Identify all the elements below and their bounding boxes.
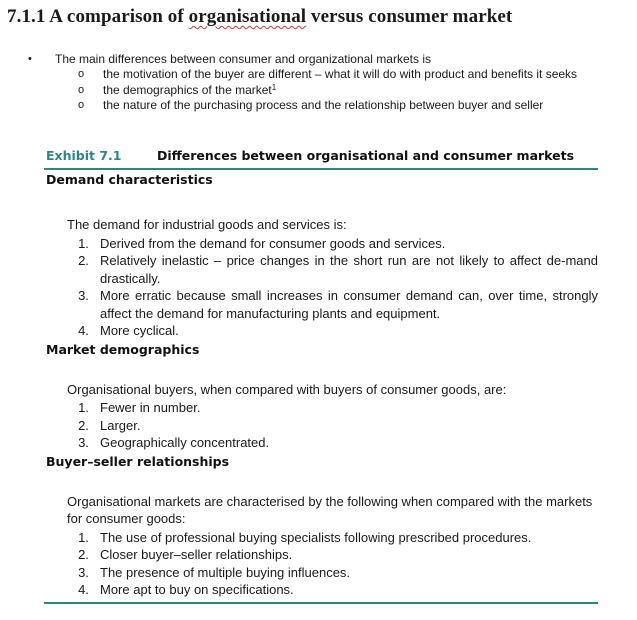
footnote-marker: 1 (271, 82, 277, 92)
list-item (67, 252, 598, 287)
circle-bullet-icon: o (78, 83, 85, 96)
item-text: More cyclical. (100, 323, 179, 338)
bullet-item (28, 51, 577, 67)
exhibit-title: Differences between organisational and consumer markets (157, 148, 575, 163)
item-number: 4. (78, 323, 89, 338)
numbered-list (67, 529, 598, 599)
sub-item (28, 67, 577, 83)
list-item (67, 399, 598, 417)
exhibit-section (44, 452, 598, 599)
item-text: Relatively inelastic – price changes in the short run are not likely to affect de-mand drastically. (100, 253, 598, 286)
exhibit-number: Exhibit 7.1 (46, 148, 122, 163)
item-number: 4. (78, 582, 89, 597)
list-item (67, 581, 598, 599)
item-number: 2. (78, 417, 89, 433)
section-intro: Organisational buyers, when compared with buyers of consumer goods, are: (67, 381, 507, 397)
section-body (67, 493, 598, 599)
heading-rest: versus consumer market (306, 6, 513, 27)
bullet-dot-icon: • (28, 53, 32, 65)
sub-item (28, 98, 577, 114)
section-body (67, 216, 598, 340)
numbered-list (67, 235, 598, 340)
item-text: Fewer in number. (100, 400, 201, 415)
exhibit-section (44, 170, 598, 340)
item-text: Geographically concentrated. (100, 435, 270, 450)
item-text: Larger. (100, 417, 141, 433)
circle-bullet-icon: o (78, 68, 85, 80)
exhibit-bottom-rule (44, 602, 598, 604)
section-heading: Buyer–seller relationships (46, 453, 230, 469)
section-intro: Organisational markets are characterised by the following when compared with the markets for consumer goods: (67, 493, 593, 526)
heading-number: 7.1.1 A comparison of (7, 6, 189, 27)
circle-bullet-icon: o (78, 99, 85, 111)
item-text: More erratic because small increases in consumer demand can, over time, strongly affect the demand for manufacturing plants and equipment. (100, 288, 598, 321)
exhibit-box (44, 144, 598, 604)
section-heading: Market demographics (46, 341, 200, 357)
section-heading: Demand characteristics (46, 172, 213, 187)
item-number: 3. (78, 288, 89, 303)
sub-item-text: the nature of the purchasing process and the relationship between buyer and seller (103, 98, 544, 112)
spellcheck-word: organisational (188, 6, 307, 27)
item-number: 1. (78, 235, 89, 251)
bullet-text: The main differences between consumer and organizational markets is (55, 52, 431, 66)
item-number: 3. (78, 564, 89, 580)
item-text: Closer buyer–seller relationships. (100, 547, 293, 562)
list-item (67, 417, 598, 435)
item-text: The use of professional buying specialists following prescribed procedures. (100, 529, 532, 545)
exhibit-header (44, 144, 598, 170)
bullet-list (28, 51, 577, 114)
list-item (67, 434, 598, 452)
item-text: More apt to buy on specifications. (100, 582, 294, 597)
section-intro: The demand for industrial goods and services is: (67, 217, 347, 232)
list-item (67, 322, 598, 340)
item-number: 2. (78, 253, 89, 268)
page-heading (7, 6, 512, 28)
list-item (67, 564, 598, 582)
item-text: The presence of multiple buying influences. (100, 564, 351, 580)
item-text: Derived from the demand for consumer goods and services. (100, 235, 446, 251)
item-number: 1. (78, 400, 89, 415)
sub-item-text: the demographics of the market$^1$ (103, 82, 277, 97)
list-item (67, 529, 598, 547)
item-number: 3. (78, 435, 89, 450)
list-item (67, 287, 598, 322)
item-number: 1. (78, 529, 89, 545)
exhibit-section (44, 340, 598, 452)
section-body (67, 381, 598, 452)
list-item (67, 235, 598, 253)
list-item (67, 546, 598, 564)
item-number: 2. (78, 547, 89, 562)
sub-item (28, 83, 577, 99)
sub-item-text: the motivation of the buyer are different – what it will do with product and benefits it seeks (103, 67, 578, 81)
numbered-list (67, 399, 598, 452)
